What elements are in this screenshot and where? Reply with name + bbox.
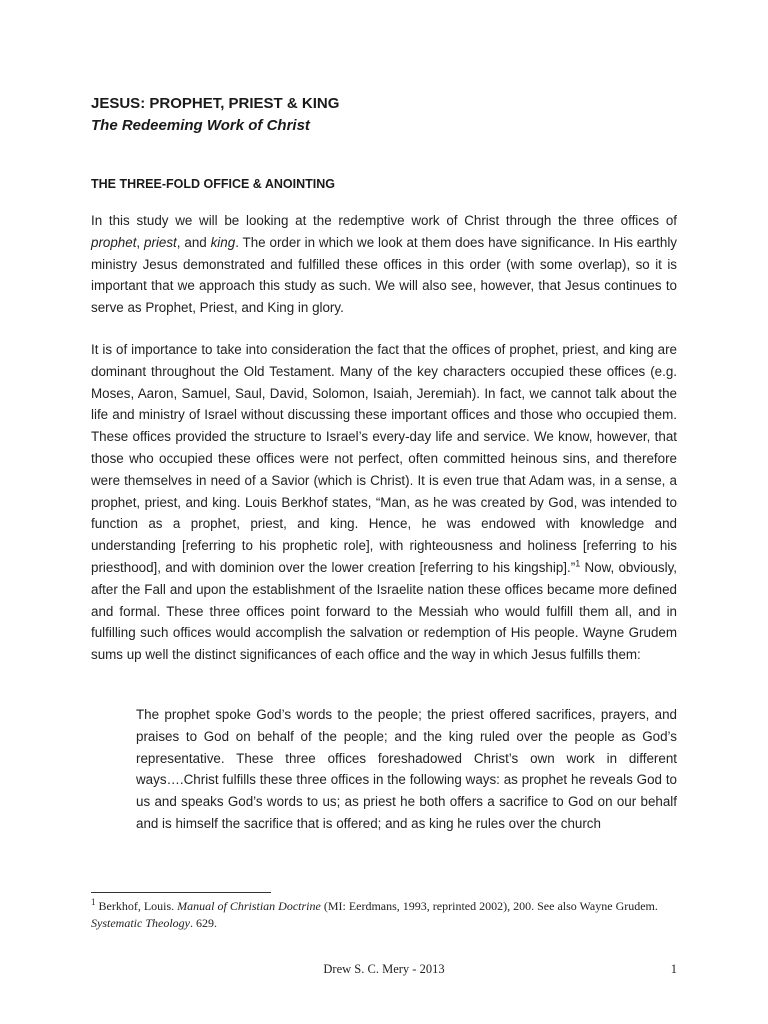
- footnote-reference[interactable]: 1: [575, 558, 581, 569]
- section-heading: THE THREE-FOLD OFFICE & ANOINTING: [91, 177, 335, 191]
- footnote-text-3: . 629.: [189, 916, 217, 930]
- paragraph-intro-text-3: , and: [176, 234, 211, 250]
- paragraph-intro-text-1: In this study we will be looking at the redemptive work of Christ through the three offices of: [91, 213, 677, 228]
- term-prophet: prophet: [91, 234, 137, 250]
- paragraph-offices-text-2: Now, obviously, after the Fall and upon the establishment of the Israelite nation these offices became more defined and formal. These three offices point forward to the Messiah who would fulfill them all, and in fulfilling such offices would accomplish the salvation or redemption of His people. Wayne Grudem sums up well the distinct significances of each office and the way in which Jesus fulfills them:: [91, 559, 677, 663]
- footer-author: Drew S. C. Mery - 2013: [323, 962, 445, 976]
- footnote-book-title-2: Systematic Theology: [91, 916, 190, 930]
- paragraph-intro-text-2: ,: [136, 234, 145, 250]
- paragraph-intro: [91, 210, 677, 319]
- footnote: [91, 898, 677, 932]
- paragraph-offices-text-1: It is of importance to take into consideration the fact that the offices of prophet, priest, and king are dominant throughout the Old Testament. Many of the key characters occupied these offices (e.g. Moses, Aaron, Samuel, Saul, David, Solomon, Isaiah, Jeremiah). In fact, we cannot talk about the life and ministry of Israel without discussing these important offices and those who occupied them. These offices provided the structure to Israel’s every-day life and service. We know, however, that those who occupied these offices were not perfect, often committed heinous sins, and therefore were themselves in need of a Savior (which is Christ). It is even true that Adam was, in a sense, a prophet, priest, and king. Louis Berkhof states, “Man, as he was created by God, was intended to function as a prophet, priest, and king. Hence, he was endowed with knowledge and understanding [referring to his prophetic role], with righteousness and holiness [referring to his priesthood], and with dominion over the lower creation [referring to his kingship].”: [91, 342, 677, 575]
- block-quote: The prophet spoke God’s words to the people; the priest offered sacrifices, prayers, and praises to God on behalf of the people; and the king ruled over the people as God’s representative. These three offices foreshadowed Christ’s own work in different ways….Christ fulfills these three offices in the following ways: as prophet he reveals God to us and speaks God’s words to us; as priest he both offers a sacrifice to God on our behalf and is himself the sacrifice that is offered; and as king he rules over the church: [136, 707, 677, 831]
- term-king: king: [210, 234, 236, 250]
- footnote-marker: 1: [91, 897, 96, 907]
- footnote-divider: [91, 892, 271, 893]
- paragraph-intro-text-4: . The order in which we look at them does have significance. In His earthly ministry Jesus demonstrated and fulfilled these offices in this order (with some overlap), so it is important that we approach this study as such. We will also see, however, that Jesus continues to serve as Prophet, Priest, and King in glory.: [91, 234, 677, 316]
- footnote-text-2: (MI: Eerdmans, 1993, reprinted 2002), 200. See also Wayne Grudem.: [320, 899, 658, 913]
- paragraph-offices: [91, 339, 677, 666]
- page-number: 1: [670, 962, 677, 976]
- document-subtitle: The Redeeming Work of Christ: [91, 117, 310, 134]
- footnote-book-title-1: Manual of Christian Doctrine: [177, 899, 321, 913]
- term-priest: priest: [144, 234, 177, 250]
- footnote-text-1: Berkhof, Louis.: [95, 899, 178, 913]
- document-title: JESUS: PROPHET, PRIEST & KING: [91, 95, 340, 112]
